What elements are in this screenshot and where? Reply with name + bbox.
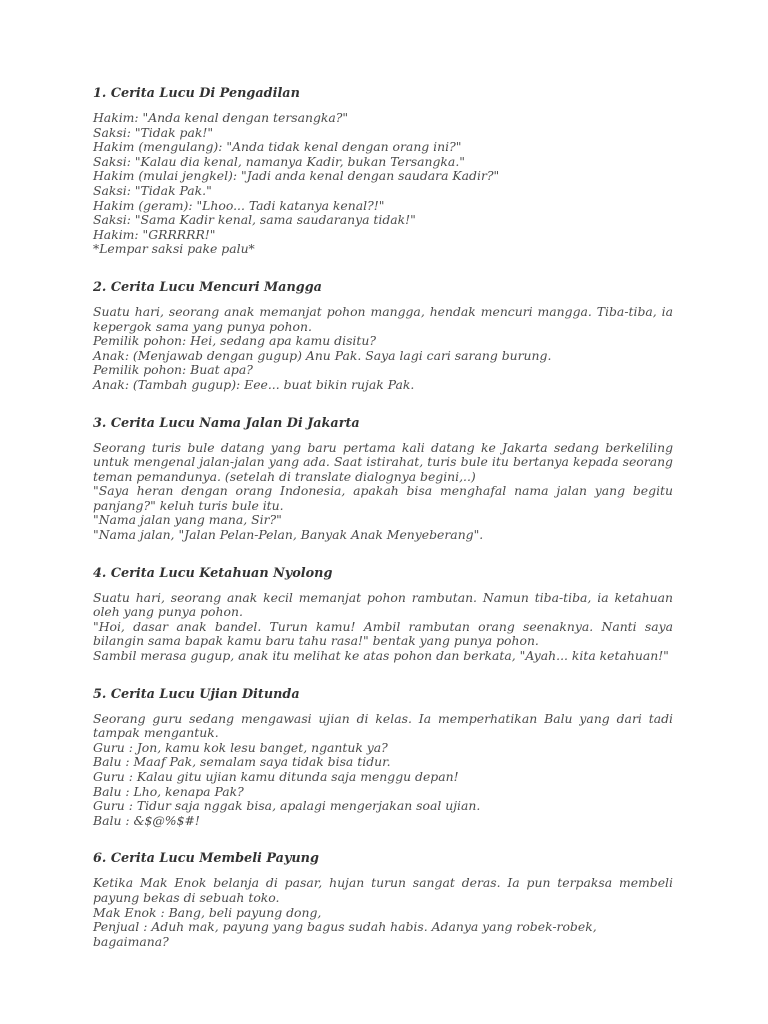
dialogue-line: Hakim (mulai jengkel): "Jadi anda kenal dengan saudara Kadir?" <box>93 168 500 184</box>
story-title: 6. Cerita Lucu Membeli Payung <box>93 851 319 867</box>
story-body <box>93 441 673 543</box>
document-page <box>93 86 673 972</box>
dialogue-line: Guru : Tidur saja nggak bisa, apalagi mengerjakan soal ujian. <box>93 798 481 814</box>
dialogue-line: Saksi: "Sama Kadir kenal, sama saudaranya tidak!" <box>93 212 416 228</box>
paragraph-line: Suatu hari, seorang anak memanjat pohon mangga, hendak mencuri mangga. Tiba-tiba, ia kepergok sama yang punya pohon. <box>93 303 673 334</box>
dialogue-line: Hakim (geram): "Lhoo... Tadi katanya kenal?!" <box>93 197 385 213</box>
dialogue-line: Hakim: "GRRRRR!" <box>93 226 216 242</box>
paragraph-line: Suatu hari, seorang anak kecil memanjat pohon rambutan. Namun tiba-tiba, ia ketahuan oleh yang punya pohon. <box>93 589 673 620</box>
story-body <box>93 876 673 949</box>
dialogue-line: Balu : Lho, kenapa Pak? <box>93 783 244 799</box>
story-5 <box>93 687 673 829</box>
paragraph-line: Sambil merasa gugup, anak itu melihat ke atas pohon dan berkata, "Ayah... kita ketahuan!" <box>93 648 669 664</box>
dialogue-line: *Lempar saksi pake palu* <box>93 241 255 257</box>
dialogue-line: Balu : &$@%$#! <box>93 812 200 828</box>
story-title: 3. Cerita Lucu Nama Jalan Di Jakarta <box>93 415 360 431</box>
story-title: 1. Cerita Lucu Di Pengadilan <box>93 86 300 101</box>
story-body <box>93 591 673 664</box>
dialogue-line: Saksi: "Tidak Pak." <box>93 182 212 198</box>
story-body <box>93 712 673 829</box>
paragraph-line: Seorang turis bule datang yang baru pertama kali datang ke Jakarta sedang berkeliling untuk mengenal jalan-jalan yang ada. Saat istirahat, turis bule itu bertanya kepada seorang teman pemandunya. (setelah di translate dialognya begini,..) <box>93 439 673 484</box>
dialogue-line: Guru : Kalau gitu ujian kamu ditunda saja menggu depan! <box>93 769 459 784</box>
story-3 <box>93 416 673 543</box>
dialogue-line: Penjual : Aduh mak, payung yang bagus sudah habis. Adanya yang robek-robek, bagaimana? <box>93 919 597 949</box>
story-title: 5. Cerita Lucu Ujian Ditunda <box>93 686 300 702</box>
dialogue-line: Saksi: "Tidak pak!" <box>93 124 214 140</box>
story-1 <box>93 86 673 257</box>
dialogue-line: Hakim (mengulang): "Anda tidak kenal dengan orang ini?" <box>93 139 462 155</box>
story-title: 4. Cerita Lucu Ketahuan Nyolong <box>93 565 333 581</box>
dialogue-line: "Nama jalan, "Jalan Pelan-Pelan, Banyak Anak Menyeberang". <box>93 527 484 543</box>
dialogue-line: Guru : Jon, kamu kok lesu banget, ngantuk ya? <box>93 739 388 755</box>
dialogue-line: Pemilik pohon: Buat apa? <box>93 362 253 378</box>
dialogue-line: "Nama jalan yang mana, Sir?" <box>93 512 282 528</box>
story-4 <box>93 566 673 664</box>
paragraph-line: "Hoi, dasar anak bandel. Turun kamu! Ambil rambutan orang seenaknya. Nanti saya bilangin sama bapak kamu baru tahu rasa!" bentak yang punya pohon. <box>93 618 673 649</box>
dialogue-line: Balu : Maaf Pak, semalam saya tidak bisa tidur. <box>93 754 391 770</box>
paragraph-line: Seorang guru sedang mengawasi ujian di kelas. Ia memperhatikan Balu yang dari tadi tampak mengantuk. <box>93 710 673 741</box>
story-6 <box>93 851 673 949</box>
dialogue-line: Anak: (Menjawab dengan gugup) Anu Pak. Saya lagi cari sarang burung. <box>93 347 552 363</box>
dialogue-line: Hakim: "Anda kenal dengan tersangka?" <box>93 110 349 125</box>
paragraph-line: "Saya heran dengan orang Indonesia, apakah bisa menghafal nama jalan yang begitu panjang?" keluh turis bule itu. <box>93 483 673 513</box>
dialogue-line: Anak: (Tambah gugup): Eee... buat bikin rujak Pak. <box>93 376 415 392</box>
paragraph-line: Ketika Mak Enok belanja di pasar, hujan turun sangat deras. Ia pun terpaksa membeli payung bekas di sebuah toko. <box>93 875 673 905</box>
story-body <box>93 305 673 393</box>
dialogue-line: Mak Enok : Bang, beli payung dong, <box>93 904 322 920</box>
dialogue-line: Pemilik pohon: Hei, sedang apa kamu disitu? <box>93 333 376 349</box>
dialogue-line: Saksi: "Kalau dia kenal, namanya Kadir, bukan Tersangka." <box>93 153 465 169</box>
story-title: 2. Cerita Lucu Mencuri Mangga <box>93 279 322 295</box>
story-body <box>93 111 673 257</box>
story-2 <box>93 280 673 393</box>
